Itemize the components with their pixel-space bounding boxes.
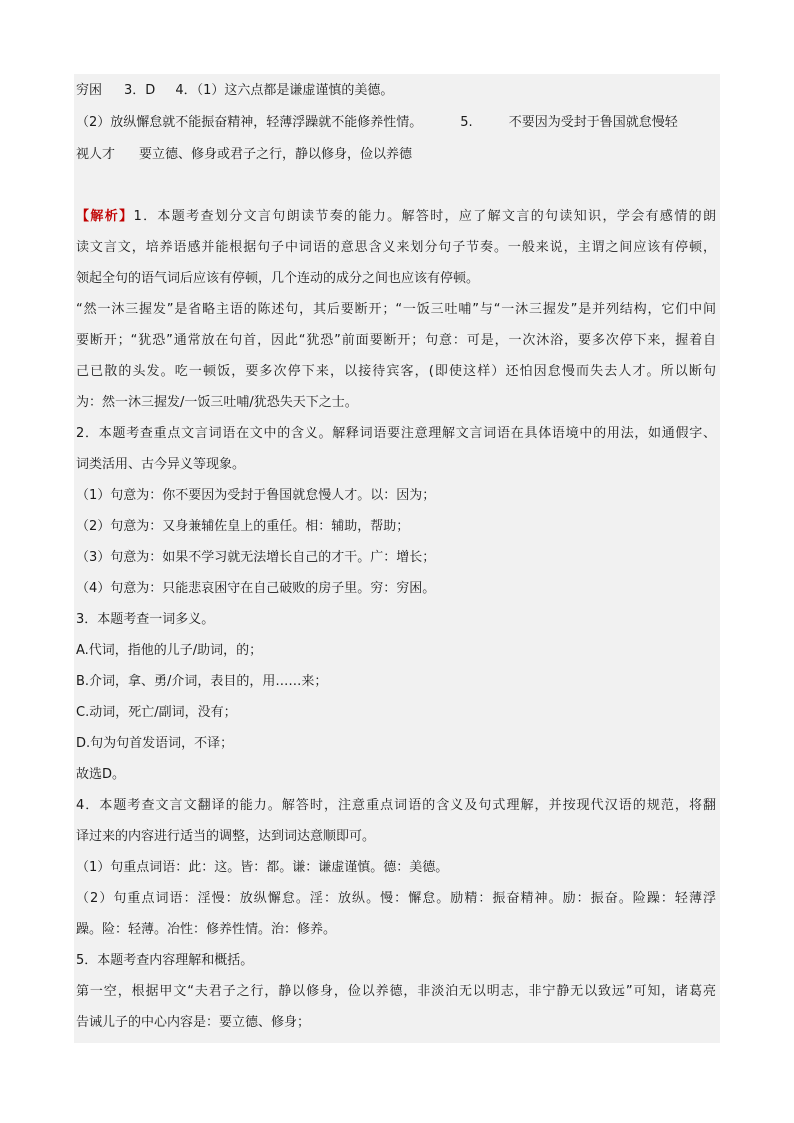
analysis-line-25: 5．本题考查内容理解和概括。 (76, 953, 254, 968)
analysis-line-16: B.介词，拿、勇/介词，表目的，用……来； (76, 674, 328, 689)
analysis-line-23: （2）句重点词语：淫慢：放纵懈怠。淫：放纵。慢：懈怠。励精：振奋精神。励：振奋。险躁：轻薄浮 (76, 891, 716, 906)
analysis-line-12: （3）句意为：如果不学习就无法增长自己的才干。广：增长； (76, 550, 436, 565)
answer-line-2 (76, 115, 678, 131)
analysis-line-18: D.句为句首发语词，不译； (76, 736, 234, 751)
answer-5-part1: 不要因为受封于鲁国就怠慢轻 (508, 115, 678, 130)
analysis-text: 1．本题考查划分文言句朗读节奏的能力。解答时，应了解文言的句读知识，学会有感情的朗 (133, 209, 716, 224)
answer-4-2: （2）放纵懈怠就不能振奋精神，轻薄浮躁就不能修养性情。 (76, 115, 423, 130)
analysis-line-7: 为：然一沐三握发/一饭三吐哺/犹恐失天下之士。 (76, 395, 358, 410)
analysis-line-22: （1）句重点词语：此：这。皆：都。谦：谦虚谨慎。德：美德。 (76, 860, 449, 875)
analysis-line-5: 要断开；“犹恐”通常放在句首，因此“犹恐”前面要断开；句意：可是，一次沐浴，要多次停下来，握着自 (76, 333, 716, 348)
analysis-line-24: 躁。险：轻薄。冶性：修养性情。治：修养。 (76, 922, 337, 937)
analysis-line-19: 故选D。 (76, 767, 126, 782)
answer-5-part3: 要立德、修身或君子之行，静以修身，俭以养德 (139, 147, 413, 162)
analysis-line-15: A.代词，指他的儿子/助词，的； (76, 643, 263, 658)
answer-line-3 (76, 147, 412, 163)
analysis-line-20: 4．本题考查文言文翻译的能力。解答时，注意重点词语的含义及句式理解，并按现代汉语的规范，将翻 (76, 798, 716, 813)
analysis-line-21: 译过来的内容进行适当的调整，达到词达意顺即可。 (76, 829, 376, 844)
analysis-line-17: C.动词，死亡/副词，没有； (76, 705, 237, 720)
analysis-label: 【解析】 (76, 209, 134, 224)
answer-1-end: 穷困 (76, 83, 103, 98)
document-page (74, 74, 720, 1043)
analysis-line-2: 读文言文，培养语感并能根据句子中词语的意思含义来划分句子节奏。一般来说，主谓之间应该有停顿， (76, 240, 716, 255)
analysis-line-9: 词类活用、古今异义等现象。 (76, 457, 246, 472)
analysis-line-13: （4）句意为：只能悲哀困守在自己破败的房子里。穷：穷困。 (76, 581, 436, 596)
analysis-line-8: 2．本题考查重点文言词语在文中的含义。解释词语要注意理解文言词语在具体语境中的用法，如通假字、 (76, 426, 716, 441)
answer-3: 3．D (124, 83, 156, 98)
analysis-line-6: 己已散的头发。吃一顿饭，要多次停下来，以接待宾客，(即使这样）还怕因怠慢而失去人才。所以断句 (76, 364, 716, 379)
analysis-line-10: （1）句意为：你不要因为受封于鲁国就怠慢人才。以：因为； (76, 488, 436, 503)
analysis-line-26: 第一空，根据甲文“夫君子之行，静以修身，俭以养德，非淡泊无以明志，非宁静无以致远”可知，诸葛亮 (76, 984, 716, 999)
answer-5-part2: 视人才 (76, 147, 116, 162)
analysis-line-1 (76, 209, 716, 225)
analysis-line-4: “然一沐三握发”是省略主语的陈述句，其后要断开；“一饭三吐哺”与“一沐三握发”是并列结构，它们中间 (76, 302, 716, 317)
answer-4-1: 4．（1）这六点都是谦虚谨慎的美德。 (175, 83, 394, 98)
analysis-line-14: 3．本题考查一词多义。 (76, 612, 215, 627)
answer-5-number: 5. (460, 115, 473, 130)
analysis-line-11: （2）句意为：又身兼辅佐皇上的重任。相：辅助，帮助； (76, 519, 410, 534)
analysis-line-3: 领起全句的语气词后应该有停顿，几个连动的成分之间也应该有停顿。 (76, 271, 480, 286)
answer-line-1 (76, 83, 393, 99)
analysis-line-27: 告诫儿子的中心内容是：要立德、修身； (76, 1015, 311, 1030)
